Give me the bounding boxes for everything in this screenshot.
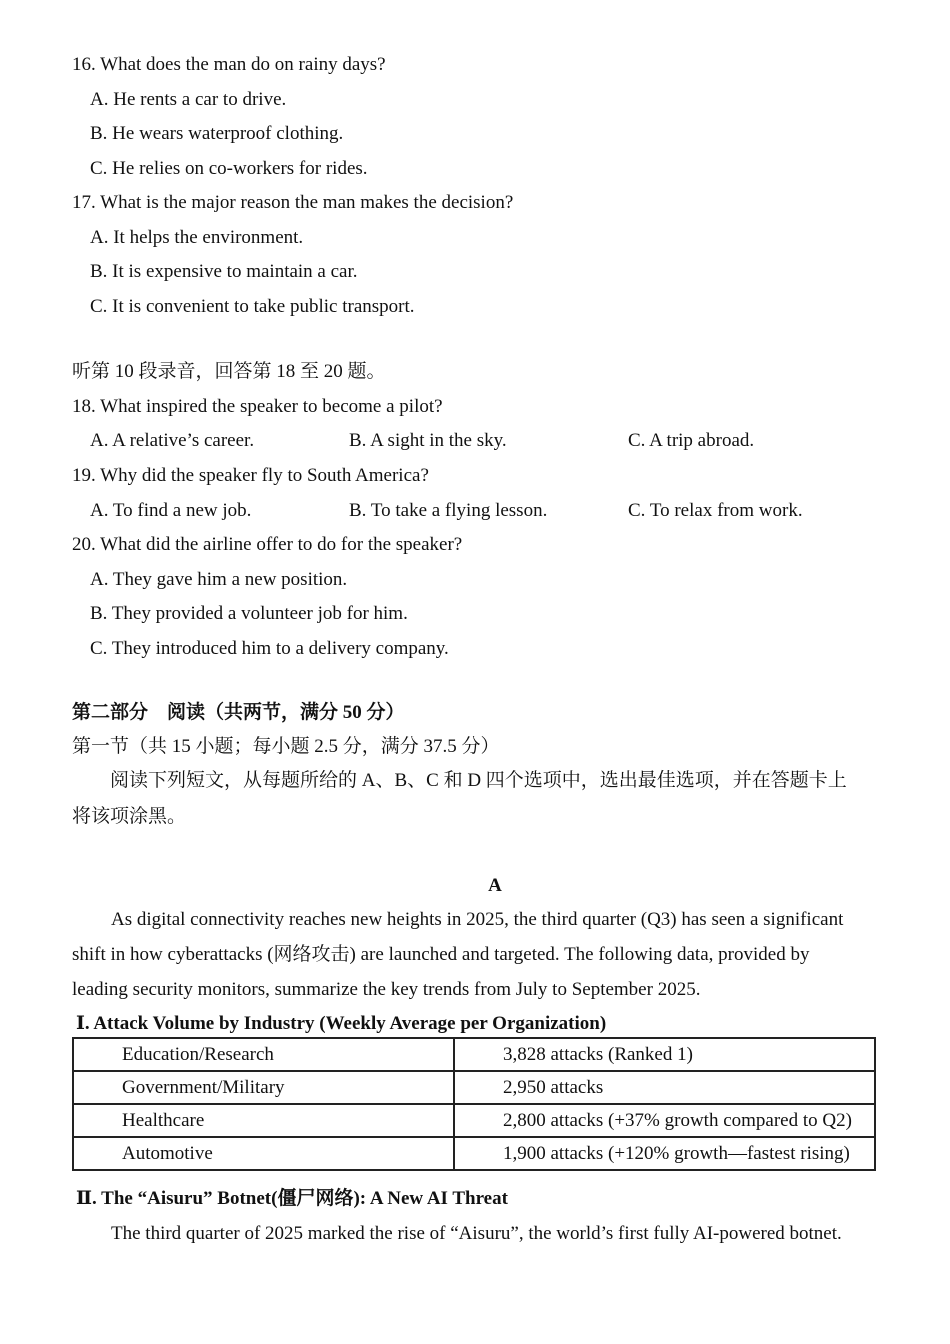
- q20-option-b: B. They provided a volunteer job for him.: [90, 603, 408, 624]
- q19-option-a: A. To find a new job.: [90, 500, 252, 521]
- attacks-cell: 2,950 attacks: [454, 1071, 875, 1104]
- section-10-instruction: 听第 10 段录音，回答第 18 至 20 题。: [72, 361, 386, 382]
- attack-volume-table: [72, 1037, 876, 1171]
- q18-option-c: C. A trip abroad.: [628, 430, 755, 451]
- attacks-cell: 3,828 attacks (Ranked 1): [454, 1038, 875, 1071]
- passage-label: A: [488, 875, 502, 896]
- table-row: [73, 1137, 875, 1170]
- q17-option-b: B. It is expensive to maintain a car.: [90, 261, 358, 282]
- q19-option-c: C. To relax from work.: [628, 500, 803, 521]
- q16-option-a: A. He rents a car to drive.: [90, 89, 287, 110]
- industry-cell: Automotive: [73, 1137, 454, 1170]
- q19-option-b: B. To take a flying lesson.: [349, 500, 548, 521]
- table-row: [73, 1071, 875, 1104]
- industry-cell: Government/Military: [73, 1071, 454, 1104]
- q16-option-b: B. He wears waterproof clothing.: [90, 123, 344, 144]
- section-heading-2: Ⅱ. The “Aisuru” Botnet(僵尸网络): A New AI Threat: [76, 1188, 508, 1209]
- q20-option-c: C. They introduced him to a delivery company.: [90, 638, 449, 659]
- question-19: 19. Why did the speaker fly to South America?: [72, 465, 429, 486]
- intro-line-2: shift in how cyberattacks (网络攻击) are launched and targeted. The following data, provided by: [72, 944, 810, 965]
- q20-option-a: A. They gave him a new position.: [90, 569, 348, 590]
- q17-option-a: A. It helps the environment.: [90, 227, 304, 248]
- paragraph-2: The third quarter of 2025 marked the rise of “Aisuru”, the world’s first fully AI-powered botnet.: [111, 1223, 842, 1244]
- intro-line-3: leading security monitors, summarize the key trends from July to September 2025.: [72, 979, 701, 1000]
- question-20: 20. What did the airline offer to do for the speaker?: [72, 534, 463, 555]
- q17-option-c: C. It is convenient to take public transport.: [90, 296, 415, 317]
- part-two-title: 第二部分 阅读（共两节，满分 50 分）: [72, 702, 405, 723]
- attacks-cell: 2,800 attacks (+37% growth compared to Q2): [454, 1104, 875, 1137]
- industry-cell: Healthcare: [73, 1104, 454, 1137]
- table-row: [73, 1038, 875, 1071]
- question-18: 18. What inspired the speaker to become a pilot?: [72, 396, 443, 417]
- instructions-line-1: 阅读下列短文，从每题所给的 A、B、C 和 D 四个选项中，选出最佳选项，并在答题卡上: [110, 770, 847, 791]
- question-16: 16. What does the man do on rainy days?: [72, 54, 386, 75]
- q16-option-c: C. He relies on co-workers for rides.: [90, 158, 368, 179]
- attacks-cell: 1,900 attacks (+120% growth—fastest rising): [454, 1137, 875, 1170]
- instructions-line-2: 将该项涂黑。: [72, 806, 187, 827]
- section-one-title: 第一节（共 15 小题；每小题 2.5 分，满分 37.5 分）: [72, 736, 500, 757]
- q18-option-a: A. A relative’s career.: [90, 430, 255, 451]
- question-17: 17. What is the major reason the man makes the decision?: [72, 192, 514, 213]
- intro-line-1: As digital connectivity reaches new heights in 2025, the third quarter (Q3) has seen a significant: [111, 909, 844, 930]
- table-heading: Ⅰ. Attack Volume by Industry (Weekly Average per Organization): [76, 1013, 607, 1034]
- industry-cell: Education/Research: [73, 1038, 454, 1071]
- q18-option-b: B. A sight in the sky.: [349, 430, 507, 451]
- table-row: [73, 1104, 875, 1137]
